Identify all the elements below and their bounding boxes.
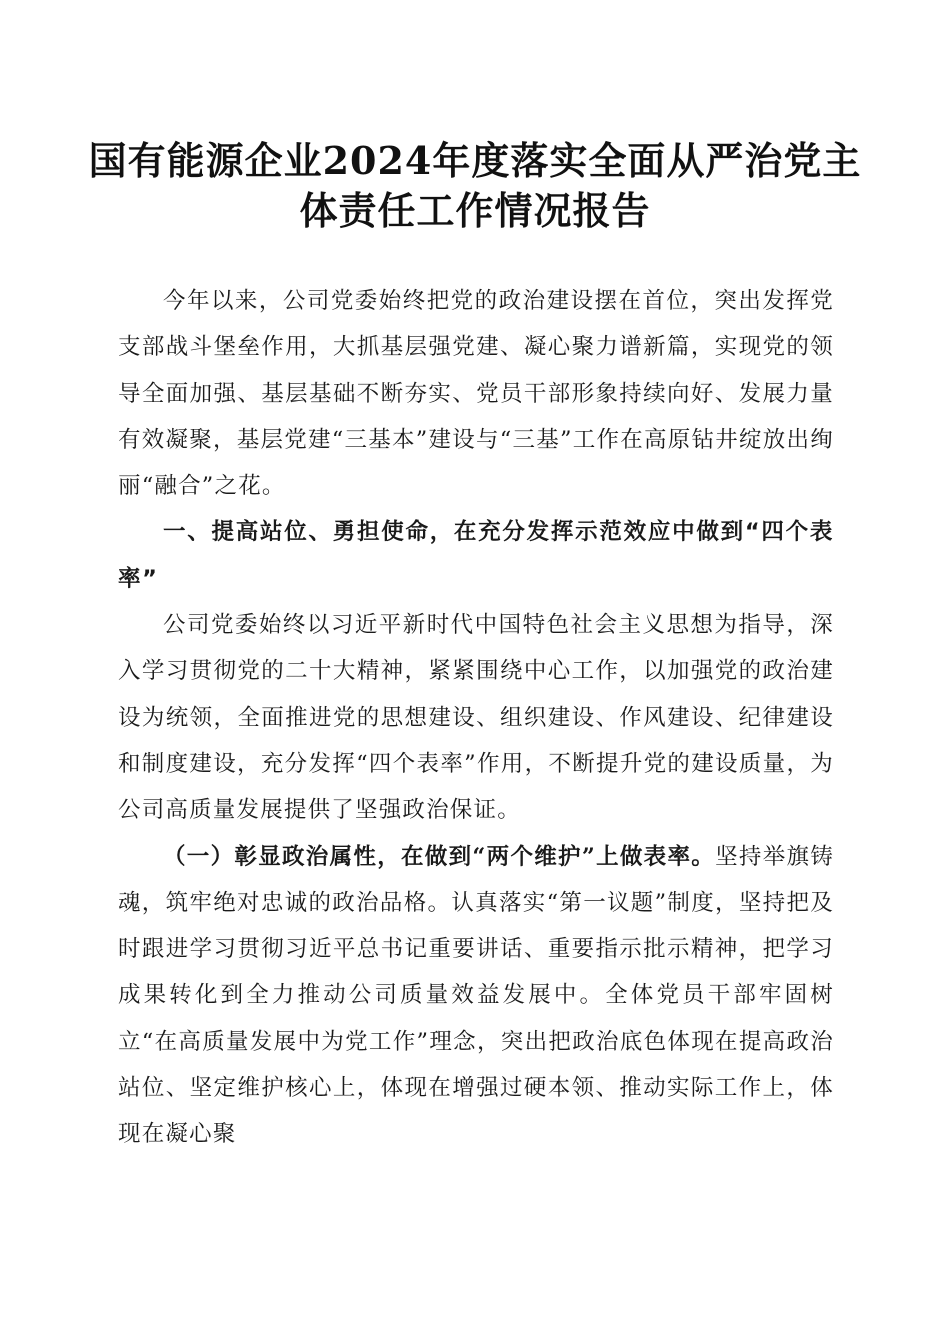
- title-line-2: 体责任工作情况报告: [299, 188, 651, 233]
- subsection-1-lead: （一）彰显政治属性，在做到“两个维护”上做表率。: [163, 843, 716, 870]
- section-1-paragraph: 公司党委始终以习近平新时代中国特色社会主义思想为指导，深入学习贯彻党的二十大精神，紧紧围绕中心工作，以加强党的政治建设为统领，全面推进党的思想建设、组织建设、作风建设、纪律建设和制度建设，充分发挥“四个表率”作用，不断提升党的建设质量，为公司高质量发展提供了坚强政治保证。: [118, 612, 834, 824]
- intro-paragraph: 今年以来，公司党委始终把党的政治建设摆在首位，突出发挥党支部战斗堡垒作用，大抓基层强党建、凝心聚力谱新篇，实现党的领导全面加强、基层基础不断夯实、党员干部形象持续向好、发展力量有效凝聚，基层党建“三基本”建设与“三基”工作在高原钻井绽放出绚丽“融合”之花。: [118, 288, 834, 500]
- subsection-1-body: 坚持举旗铸魂，筑牢绝对忠诚的政治品格。认真落实“第一议题”制度，坚持把及时跟进学习贯彻习近平总书记重要讲话、重要指示批示精神，把学习成果转化到全力推动公司质量效益发展中。全体党员干部牢固树立“在高质量发展中为党工作”理念，突出把政治底色体现在提高政治站位、坚定维护核心上，体现在增强过硬本领、推动实际工作上，体现在凝心聚: [118, 843, 834, 1148]
- section-1-heading: 一、提高站位、勇担使命，在充分发挥示范效应中做到“四个表率”: [118, 519, 834, 592]
- subsection-1-paragraph: [118, 834, 834, 1158]
- document-title: [60, 136, 890, 236]
- title-line-1: 国有能源企业2024年度落实全面从严治党主: [88, 138, 862, 183]
- document-body: [118, 278, 834, 1158]
